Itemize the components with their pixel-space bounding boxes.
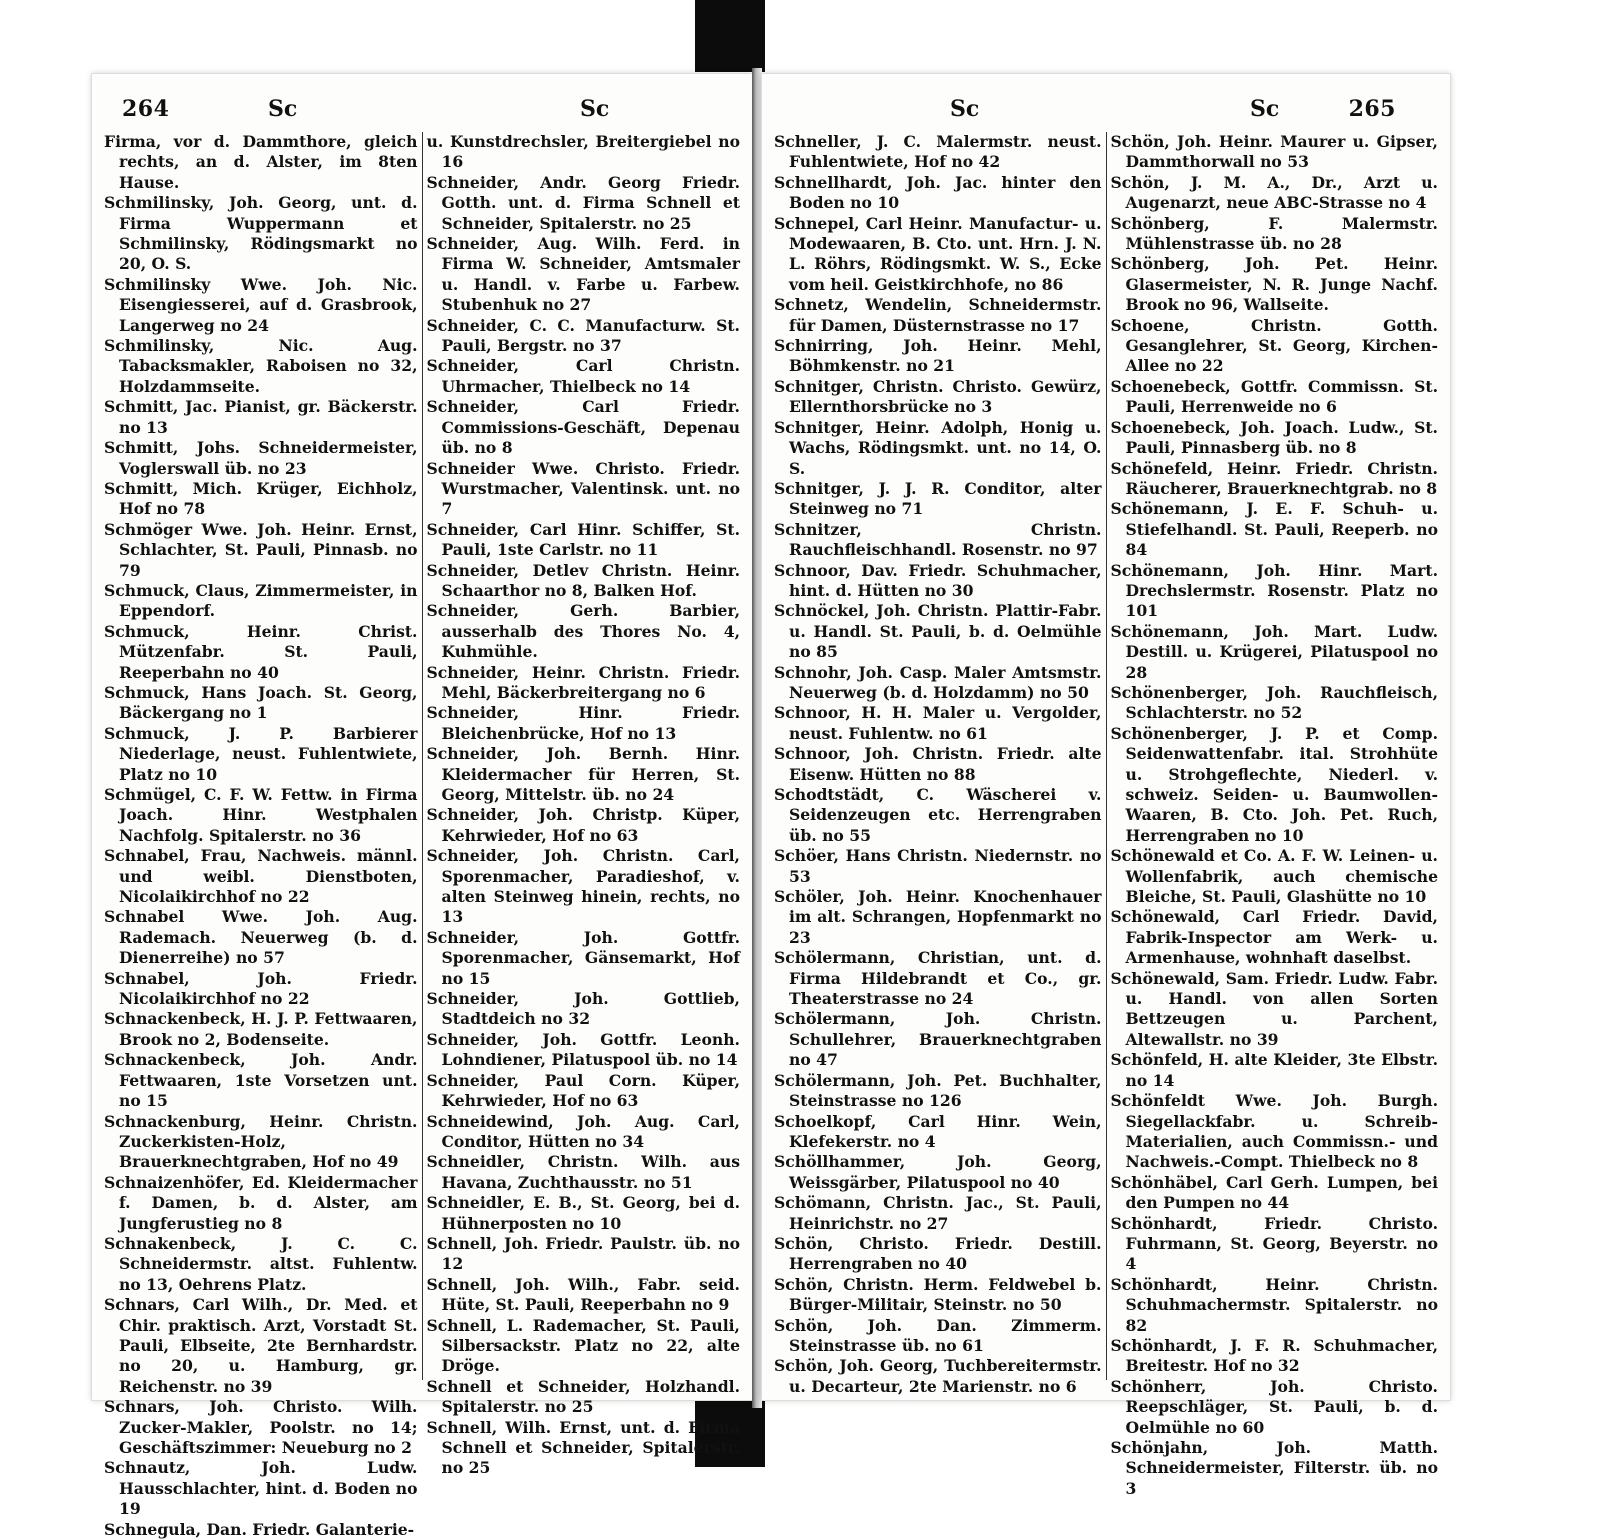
directory-entry: Schön, Joh. Heinr. Maurer u. Gipser, Dammthorwall no 53 [1110, 132, 1438, 172]
directory-entry: Schnoor, Joh. Christn. Friedr. alte Eisenw. Hütten no 88 [774, 744, 1102, 784]
header-running-head-left: Sc [268, 96, 298, 122]
directory-entry: Schmilinsky, Joh. Georg, unt. d. Firma Wuppermann et Schmilinsky, Rödingsmarkt no 20, O. S. [104, 193, 418, 274]
directory-entry: Schönenberger, J. P. et Comp. Seidenwattenfabr. ital. Strohhüte u. Strohgeflechte, Niederl. v. schweiz. Seiden- u. Baumwollen-Waaren, B. Cto. Joh. Pet. Ruch, Herrengraben no 10 [1110, 723, 1438, 845]
directory-entry: Schönberg, Joh. Pet. Heinr. Glasermeister, N. R. Junge Nachf. Brook no 96, Wallseite. [1110, 254, 1438, 315]
directory-entry: Schönewald et Co. A. F. W. Leinen- u. Wollenfabrik, auch chemische Bleiche, St. Pauli, Glashütte no 10 [1110, 846, 1438, 907]
page-number: 264 [122, 96, 170, 122]
directory-entry: Schmuck, Heinr. Christ. Mützenfabr. St. Pauli, Reeperbahn no 40 [104, 621, 418, 682]
directory-entry: Schölermann, Joh. Christn. Schullehrer, Brauerknechtgraben no 47 [774, 1009, 1102, 1070]
directory-entry: Schnabel, Frau, Nachweis. männl. und weibl. Dienstboten, Nicolaikirchhof no 22 [104, 846, 418, 907]
directory-entry: Schön, Joh. Dan. Zimmerm. Steinstrasse üb. no 61 [774, 1315, 1102, 1355]
header-running-head-center: Sc [1250, 96, 1280, 122]
directory-entry: Schönfeldt Wwe. Joh. Burgh. Siegellackfabr. u. Schreib-Materialien, auch Commissn.- und Nachweis.-Compt. Thielbeck no 8 [1110, 1091, 1438, 1172]
directory-entry: Schneider, Gerh. Barbier, ausserhalb des Thores No. 4, Kuhmühle. [426, 601, 740, 662]
directory-entry: Schmitt, Mich. Krüger, Eichholz, Hof no 78 [104, 478, 418, 519]
directory-entry: Schoene, Christn. Gotth. Gesanglehrer, St. Georg, Kirchen-Allee no 22 [1110, 315, 1438, 376]
directory-entry: Schneider, Detlev Christn. Heinr. Schaarthor no 8, Balken Hof. [426, 560, 740, 600]
column-left-2 [422, 132, 741, 1478]
directory-entry: Schönberg, F. Malermstr. Mühlenstrasse üb. no 28 [1110, 213, 1438, 254]
directory-entry: Schöllhammer, Joh. Georg, Weissgärber, Pilatuspool no 40 [774, 1152, 1102, 1192]
directory-entry: Schmilinsky Wwe. Joh. Nic. Eisengiesserei, auf d. Grasbrook, Langerweg no 24 [104, 274, 418, 335]
directory-entry: Schneider, Joh. Gottfr. Leonh. Lohndiener, Pilatuspool üb. no 14 [426, 1029, 740, 1070]
left-page [92, 74, 752, 1539]
directory-entry: Schönhardt, Heinr. Christn. Schuhmachermstr. Spitalerstr. no 82 [1110, 1274, 1438, 1335]
directory-entry: Schölermann, Joh. Pet. Buchhalter, Steinstrasse no 126 [774, 1070, 1102, 1111]
directory-entry: Schneider, Heinr. Christn. Friedr. Mehl, Bäckerbreitergang no 6 [426, 662, 740, 702]
directory-entry: Schnepel, Carl Heinr. Manufactur- u. Modewaaren, B. Cto. unt. Hrn. J. N. L. Röhrs, Rödingsmkt. W. S., Ecke vom heil. Geistkirchhofe, no 86 [774, 213, 1102, 294]
column-left-1 [104, 132, 418, 1539]
directory-entry: Schnegula, Dan. Friedr. Galanterie- [104, 1519, 415, 1539]
directory-entry: Schnell, L. Rademacher, St. Pauli, Silbersackstr. Platz no 22, alte Dröge. [426, 1315, 740, 1376]
column-right-1 [774, 132, 1102, 1396]
directory-entry: Schneider, Joh. Gottfr. Sporenmacher, Gänsemarkt, Hof no 15 [426, 927, 740, 988]
directory-entry: Schneider, Carl Friedr. Commissions-Geschäft, Depenau üb. no 8 [426, 397, 740, 458]
directory-entry: Schneider, Joh. Bernh. Hinr. Kleidermacher für Herren, St. Georg, Mittelstr. üb. no 24 [426, 744, 740, 804]
directory-entry: Schnohr, Joh. Casp. Maler Amtsmstr. Neuerweg (b. d. Holzdamm) no 50 [774, 662, 1102, 702]
directory-entry: Schneider, Hinr. Friedr. Bleichenbrücke, Hof no 13 [426, 703, 740, 743]
directory-entry: Schnackenbeck, H. J. P. Fettwaaren, Brook no 2, Bodenseite. [104, 1009, 418, 1049]
directory-entry: Schnöckel, Joh. Christn. Plattir-Fabr. u. Handl. St. Pauli, b. d. Oelmühle no 85 [774, 601, 1102, 662]
left-page-header [110, 90, 734, 130]
directory-entry: Schneider Wwe. Christo. Friedr. Wurstmacher, Valentinsk. unt. no 7 [426, 458, 740, 519]
directory-entry: Schmitt, Jac. Pianist, gr. Bäckerstr. no 13 [104, 397, 418, 437]
directory-entry: Schneidler, E. B., St. Georg, bei d. Hühnerposten no 10 [426, 1193, 740, 1233]
directory-entry: Schnoor, H. H. Maler u. Vergolder, neust. Fuhlentw. no 61 [774, 703, 1102, 743]
page-number: 265 [1348, 96, 1396, 122]
directory-entry: Schönemann, Joh. Mart. Ludw. Destill. u. Krügerei, Pilatuspool no 28 [1110, 621, 1438, 682]
directory-entry: Schneider, Carl Hinr. Schiffer, St. Pauli, 1ste Carlstr. no 11 [426, 519, 740, 560]
directory-entry: Schoenebeck, Joh. Joach. Ludw., St. Pauli, Pinnasberg üb. no 8 [1110, 417, 1438, 458]
directory-entry: Schnaizenhöfer, Ed. Kleidermacher f. Damen, b. d. Alster, am Jungferustieg no 8 [104, 1172, 418, 1233]
directory-entry: Schnoor, Dav. Friedr. Schuhmacher, hint. d. Hütten no 30 [774, 560, 1102, 600]
directory-entry: Schoelkopf, Carl Hinr. Wein, Klefekerstr. no 4 [774, 1111, 1102, 1151]
header-running-head-left: Sc [950, 96, 980, 122]
directory-entry: Schönjahn, Joh. Matth. Schneidermeister, Filterstr. üb. no 3 [1110, 1438, 1438, 1498]
directory-entry: Schönhardt, J. F. R. Schuhmacher, Breitestr. Hof no 32 [1110, 1335, 1438, 1376]
directory-entry: Schönhäbel, Carl Gerh. Lumpen, bei den Pumpen no 44 [1110, 1172, 1438, 1213]
directory-entry: Schneider, C. C. Manufacturw. St. Pauli, Bergstr. no 37 [426, 315, 740, 356]
directory-entry: Schnell, Joh. Friedr. Paulstr. üb. no 12 [426, 1233, 740, 1274]
directory-entry: Schneider, Joh. Gottlieb, Stadtdeich no 32 [426, 989, 740, 1029]
directory-entry: Schnabel, Joh. Friedr. Nicolaikirchhof no 22 [104, 968, 418, 1009]
directory-entry: u. Kunstdrechsler, Breitergiebel no 16 [426, 132, 740, 172]
directory-entry: Schön, J. M. A., Dr., Arzt u. Augenarzt, neue ABC-Strasse no 4 [1110, 172, 1438, 213]
directory-entry: Schnitger, Christn. Christo. Gewürz, Ellernthorsbrücke no 3 [774, 376, 1102, 417]
directory-entry: Schmügel, C. F. W. Fettw. in Firma Joach. Hinr. Westphalen Nachfolg. Spitalerstr. no 36 [104, 785, 418, 845]
directory-entry: Schön, Christn. Herm. Feldwebel b. Bürger-Militair, Steinstr. no 50 [774, 1274, 1102, 1315]
directory-entry: Schneidewind, Joh. Aug. Carl, Conditor, Hütten no 34 [426, 1111, 740, 1151]
directory-entry: Schodtstädt, C. Wäscherei v. Seidenzeugen etc. Herrengraben üb. no 55 [774, 785, 1102, 845]
directory-entry: Schmöger Wwe. Joh. Heinr. Ernst, Schlachter, St. Pauli, Pinnasb. no 79 [104, 519, 418, 580]
directory-entry: Schnitger, Heinr. Adolph, Honig u. Wachs, Rödingsmkt. unt. no 14, O. S. [774, 417, 1102, 478]
directory-entry: Schneider, Paul Corn. Küper, Kehrwieder, Hof no 63 [426, 1070, 740, 1111]
directory-entry: Schnell et Schneider, Holzhandl. Spitalerstr. no 25 [426, 1376, 740, 1417]
book-gutter [752, 68, 762, 1408]
directory-entry: Schöer, Hans Christn. Niedernstr. no 53 [774, 846, 1102, 886]
directory-entry: Schmilinsky, Nic. Aug. Tabacksmakler, Raboisen no 32, Holzdammseite. [104, 336, 418, 396]
directory-entry: Schnars, Carl Wilh., Dr. Med. et Chir. praktisch. Arzt, Vorstadt St. Pauli, Elbseite, 2te Bernhardstr. no 20, u. Hamburg, gr. Reichenstr. no 39 [104, 1295, 418, 1396]
directory-entry: Schönfeld, H. alte Kleider, 3te Elbstr. no 14 [1110, 1050, 1438, 1090]
directory-entry: Schnellhardt, Joh. Jac. hinter den Boden no 10 [774, 172, 1102, 213]
directory-entry: Schneider, Aug. Wilh. Ferd. in Firma W. Schneider, Amtsmaler u. Handl. v. Farbe u. Farbew. Stubenhuk no 27 [426, 234, 740, 315]
directory-entry: Schönhardt, Friedr. Christo. Fuhrmann, St. Georg, Beyerstr. no 4 [1110, 1213, 1438, 1274]
directory-entry: Schnautz, Joh. Ludw. Hausschlachter, hint. d. Boden no 19 [104, 1458, 418, 1519]
directory-entry: Schneider, Joh. Christn. Carl, Sporenmacher, Paradieshof, v. alten Steinweg hinein, rechts, no 13 [426, 846, 740, 927]
directory-entry: Schnackenburg, Heinr. Christn. Zuckerkisten-Holz, Brauerknechtgraben, Hof no 49 [104, 1111, 418, 1172]
directory-entry: Schönemann, J. E. F. Schuh- u. Stiefelhandl. St. Pauli, Reeperb. no 84 [1110, 499, 1438, 560]
directory-entry: Schönherr, Joh. Christo. Reepschläger, St. Pauli, b. d. Oelmühle no 60 [1110, 1376, 1438, 1437]
directory-entry: Schöler, Joh. Heinr. Knochenhauer im alt. Schrangen, Hopfenmarkt no 23 [774, 887, 1102, 947]
directory-entry: Firma, vor d. Dammthore, gleich rechts, an d. Alster, im 8ten Hause. [104, 132, 418, 192]
column-right-2 [1106, 132, 1439, 1498]
directory-entry: Schnars, Joh. Christo. Wilh. Zucker-Makler, Poolstr. no 14; Geschäftszimmer: Neueburg no 2 [104, 1397, 418, 1457]
directory-entry: Schneller, J. C. Malermstr. neust. Fuhlentwiete, Hof no 42 [774, 132, 1102, 172]
directory-entry: Schönewald, Carl Friedr. David, Fabrik-Inspector am Werk- u. Armenhause, wohnhaft daselbst. [1110, 907, 1438, 968]
directory-entry: Schönemann, Joh. Hinr. Mart. Drechslermstr. Rosenstr. Platz no 101 [1110, 560, 1438, 621]
directory-entry: Schönenberger, Joh. Rauchfleisch, Schlachterstr. no 52 [1110, 682, 1438, 723]
directory-entry: Schnabel Wwe. Joh. Aug. Rademach. Neuerweg (b. d. Dienerreihe) no 57 [104, 907, 418, 968]
directory-entry: Schnakenbeck, J. C. C. Schneidermstr. altst. Fuhlentw. no 13, Oehrens Platz. [104, 1233, 418, 1294]
directory-entry: Schneider, Joh. Christp. Küper, Kehrwieder, Hof no 63 [426, 805, 740, 845]
directory-entry: Schölermann, Christian, unt. d. Firma Hildebrandt et Co., gr. Theaterstrasse no 24 [774, 948, 1102, 1009]
directory-entry: Schömann, Christn. Jac., St. Pauli, Heinrichstr. no 27 [774, 1193, 1102, 1233]
directory-entry: Schnirring, Joh. Heinr. Mehl, Böhmkenstr. no 21 [774, 336, 1102, 376]
directory-entry: Schnell, Wilh. Ernst, unt. d. Firma Schnell et Schneider, Spitalerstr. no 25 [426, 1417, 740, 1478]
directory-entry: Schneider, Andr. Georg Friedr. Gotth. unt. d. Firma Schnell et Schneider, Spitalerstr. no 25 [426, 172, 740, 233]
directory-entry: Schneider, Carl Christn. Uhrmacher, Thielbeck no 14 [426, 356, 740, 396]
directory-entry: Schön, Christo. Friedr. Destill. Herrengraben no 40 [774, 1233, 1102, 1274]
right-page [762, 74, 1450, 1498]
right-page-header [780, 90, 1432, 130]
directory-entry: Schnitger, J. J. R. Conditor, alter Steinweg no 71 [774, 478, 1102, 519]
directory-entry: Schmitt, Johs. Schneidermeister, Voglerswall üb. no 23 [104, 438, 418, 478]
directory-entry: Schön, Joh. Georg, Tuchbereitermstr. u. Decarteur, 2te Marienstr. no 6 [774, 1356, 1102, 1396]
directory-entry: Schneidler, Christn. Wilh. aus Havana, Zuchthausstr. no 51 [426, 1152, 740, 1192]
directory-entry: Schoenebeck, Gottfr. Commissn. St. Pauli, Herrenweide no 6 [1110, 376, 1438, 417]
directory-entry: Schmuck, Claus, Zimmermeister, in Eppendorf. [104, 580, 418, 621]
directory-entry: Schmuck, J. P. Barbierer Niederlage, neust. Fuhlentwiete, Platz no 10 [104, 723, 418, 784]
directory-entry: Schmuck, Hans Joach. St. Georg, Bäckergang no 1 [104, 682, 418, 723]
directory-entry: Schönefeld, Heinr. Friedr. Christn. Räucherer, Brauerknechtgrab. no 8 [1110, 458, 1438, 498]
binding-clip-top [695, 0, 765, 72]
directory-entry: Schnitzer, Christn. Rauchfleischhandl. Rosenstr. no 97 [774, 519, 1102, 560]
directory-entry: Schönewald, Sam. Friedr. Ludw. Fabr. u. Handl. von allen Sorten Bettzeugen u. Parchent, Altewallstr. no 39 [1110, 968, 1438, 1049]
left-page-columns [104, 132, 740, 1539]
header-running-head-center: Sc [580, 96, 610, 122]
directory-entry: Schnell, Joh. Wilh., Fabr. seid. Hüte, St. Pauli, Reeperbahn no 9 [426, 1274, 740, 1315]
directory-entry: Schnetz, Wendelin, Schneidermstr. für Damen, Düsternstrasse no 17 [774, 295, 1102, 335]
right-page-columns [774, 132, 1438, 1498]
directory-entry: Schnackenbeck, Joh. Andr. Fettwaaren, 1ste Vorsetzen unt. no 15 [104, 1050, 418, 1111]
